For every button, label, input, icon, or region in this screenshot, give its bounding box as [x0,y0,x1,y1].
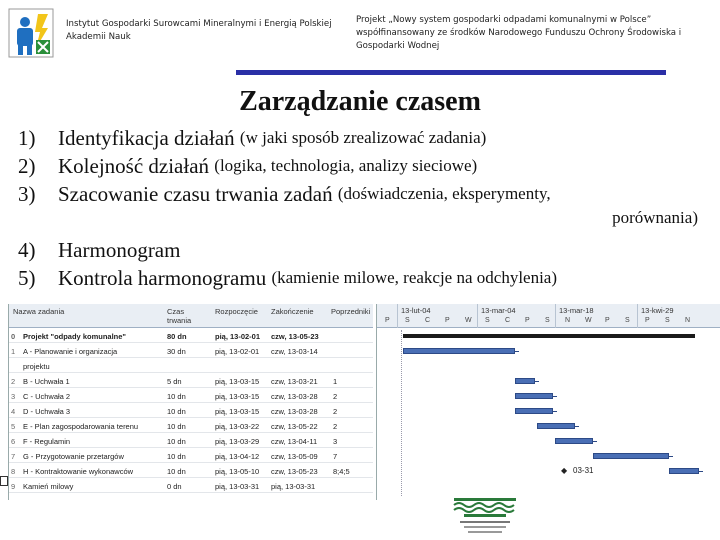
col-pred[interactable]: Poprzedniki [331,307,371,316]
table-row[interactable] [9,435,373,448]
table-row[interactable] [9,480,373,493]
day-label: S [665,317,670,324]
cell-dur: 10 dn [167,392,186,401]
timeline-header [377,304,720,328]
dependency-link [575,426,579,427]
timeline [376,304,720,500]
day-label: C [425,317,431,324]
dependency-link [535,381,539,382]
table-row[interactable] [9,390,373,403]
cell-dur: 0 dn [167,482,182,491]
dependency-link [699,471,703,472]
institute-logo [8,8,54,58]
task-bar[interactable] [515,393,553,399]
day-label: P [645,317,650,324]
cell-finish: czw, 13-03-28 [271,392,318,401]
item-detail: (doświadczenia, eksperymenty, [337,184,551,203]
item-number: 3) [18,182,36,206]
task-table [8,304,372,500]
day-label: C [505,317,511,324]
item-number: 5) [18,266,36,290]
cell-finish: czw, 13-05-23 [271,467,318,476]
milestone-label: 03-31 [573,466,594,475]
day-label: S [625,317,630,324]
page-title: Zarządzanie czasem [239,86,481,117]
list-item [18,152,718,180]
cell-dur: 80 dn [167,332,187,341]
today-line [401,330,402,496]
cell-start: pią, 13-03-15 [215,392,260,401]
day-label: S [485,317,490,324]
item-detail: (w jaki sposób zrealizować zadania) [239,128,487,147]
cell-pred: 2 [333,392,338,401]
week-divider [477,304,478,328]
item-main: Kontrola harmonogramu [58,266,267,290]
day-label: S [405,317,410,324]
cell-dur: 5 dn [167,377,182,386]
nfos-logo [450,496,520,538]
cell-finish: czw, 13-03-28 [271,407,318,416]
slide-marker [0,476,8,486]
cell-name: F - Regulamin [23,437,71,446]
cell-name: Projekt "odpady komunalne" [23,332,126,341]
institute-name: Instytut Gospodarki Surowcami Mineralnymi i Energią Polskiej Akademii Nauk [66,19,332,42]
item-main: Kolejność działań [58,154,210,178]
cell-finish: czw, 13-03-14 [271,347,318,356]
project-info: Projekt „Nowy system gospodarki odpadami komunalnymi w Polsce” współfinansowany ze środków Narodowego Funduszu Ochrony Środowiska i Gospodarki Wodnej [356,15,682,51]
col-duration[interactable]: Czas trwania [167,307,192,325]
item-detail: (logika, technologia, analizy sieciowe) [214,156,478,175]
cell-name: Kamień milowy [23,482,74,491]
dependency-link [553,411,557,412]
cell-pred: 8;4;5 [333,467,350,476]
week-label: 13-lut-04 [401,306,431,315]
day-label: W [585,317,592,324]
item-number: 4) [18,238,36,262]
cell-pred: 2 [333,407,338,416]
task-bar[interactable] [515,408,553,414]
list-item [18,124,718,152]
milestone-icon: ◆ [561,466,568,475]
item-main: Harmonogram [58,238,181,262]
day-label: N [685,317,691,324]
table-row[interactable] [9,360,373,373]
dependency-link [669,456,673,457]
day-label: P [525,317,530,324]
cell-finish: czw, 13-05-23 [271,332,319,341]
item-number: 1) [18,126,36,150]
cell-n: 2 [11,377,16,386]
day-label: N [565,317,571,324]
cell-pred: 3 [333,437,338,446]
cell-name: E - Plan zagospodarowania terenu [23,422,139,431]
list-item [18,236,718,264]
day-label: P [385,317,390,324]
task-table-header [9,304,373,328]
cell-n: 3 [11,392,16,401]
day-label: W [465,317,472,324]
list-item [18,264,718,292]
week-divider [555,304,556,328]
cell-name: D - Uchwała 3 [23,407,71,416]
table-row[interactable] [9,405,373,418]
week-divider [397,304,398,328]
cell-n: 1 [11,347,16,356]
cell-start: pią, 13-03-29 [215,437,260,446]
cell-n: 9 [11,482,16,491]
item-main: Szacowanie czasu trwania zadań [58,182,333,206]
week-label: 13-mar-04 [481,306,516,315]
col-name[interactable]: Nazwa zadania [13,307,65,316]
cell-start: pią, 13-03-22 [215,422,260,431]
dependency-link [553,396,557,397]
cell-finish: pią, 13-03-31 [271,482,316,491]
cell-n: 8 [11,467,16,476]
dependency-link [515,351,519,352]
table-row[interactable] [9,375,373,388]
col-start[interactable]: Rozpoczęcie [215,307,258,316]
cell-dur: 10 dn [167,452,186,461]
header-divider [236,70,666,75]
week-label: 13-mar-18 [559,306,594,315]
cell-finish: czw, 13-05-09 [271,452,318,461]
task-bar[interactable] [669,468,699,474]
cell-name: B - Uchwała 1 [23,377,70,386]
day-label: S [545,317,550,324]
cell-dur: 30 dn [167,347,186,356]
cell-dur: 10 dn [167,467,186,476]
cell-start: pią, 13-04-12 [215,452,260,461]
summary-bar[interactable] [403,334,695,338]
item-detail: (kamienie milowe, reakcje na odchylenia) [271,268,558,287]
cell-dur: 10 dn [167,407,186,416]
cell-start: pią, 13-03-15 [215,377,260,386]
cell-finish: czw, 13-05-22 [271,422,318,431]
cell-finish: czw, 13-04-11 [271,437,318,446]
item-detail-continued: porównania) [612,208,698,227]
cell-start: pią, 13-03-31 [215,482,260,491]
cell-start: pią, 13-02-01 [215,347,260,356]
steps-list [18,124,718,292]
cell-pred: 7 [333,452,338,461]
cell-dur: 10 dn [167,422,186,431]
cell-start: pią, 13-02-01 [215,332,261,341]
item-number: 2) [18,154,36,178]
cell-n: 7 [11,452,16,461]
cell-finish: czw, 13-03-21 [271,377,318,386]
week-label: 13-kwi-29 [641,306,674,315]
day-label: P [605,317,610,324]
item-main: Identyfikacja działań [58,126,235,150]
day-label: P [445,317,450,324]
table-row[interactable] [9,465,373,478]
list-item [18,180,718,208]
task-bar[interactable] [403,348,515,354]
task-bar[interactable] [593,453,669,459]
cell-n: 4 [11,407,16,416]
col-finish[interactable]: Zakończenie [271,307,314,316]
table-row[interactable] [9,345,373,358]
cell-name: G - Przygotowanie przetargów [23,452,124,461]
task-bar[interactable] [555,438,593,444]
cell-n: 0 [11,332,16,341]
table-row[interactable] [9,330,373,343]
table-row[interactable] [9,420,373,433]
table-row[interactable] [9,450,373,463]
cell-name: H - Kontraktowanie wykonawców [23,467,134,476]
cell-name: projektu [23,362,50,371]
cell-dur: 10 dn [167,437,186,446]
cell-pred: 1 [333,377,338,386]
cell-name: A - Planowanie i organizacja [23,347,118,356]
task-bar[interactable] [537,423,575,429]
cell-n: 6 [11,437,16,446]
cell-start: pią, 13-05-10 [215,467,260,476]
gantt-chart [8,304,720,504]
dependency-link [593,441,597,442]
cell-name: C - Uchwała 2 [23,392,71,401]
task-bar[interactable] [515,378,535,384]
cell-pred: 2 [333,422,338,431]
week-divider [637,304,638,328]
cell-start: pią, 13-03-15 [215,407,260,416]
cell-n: 5 [11,422,16,431]
